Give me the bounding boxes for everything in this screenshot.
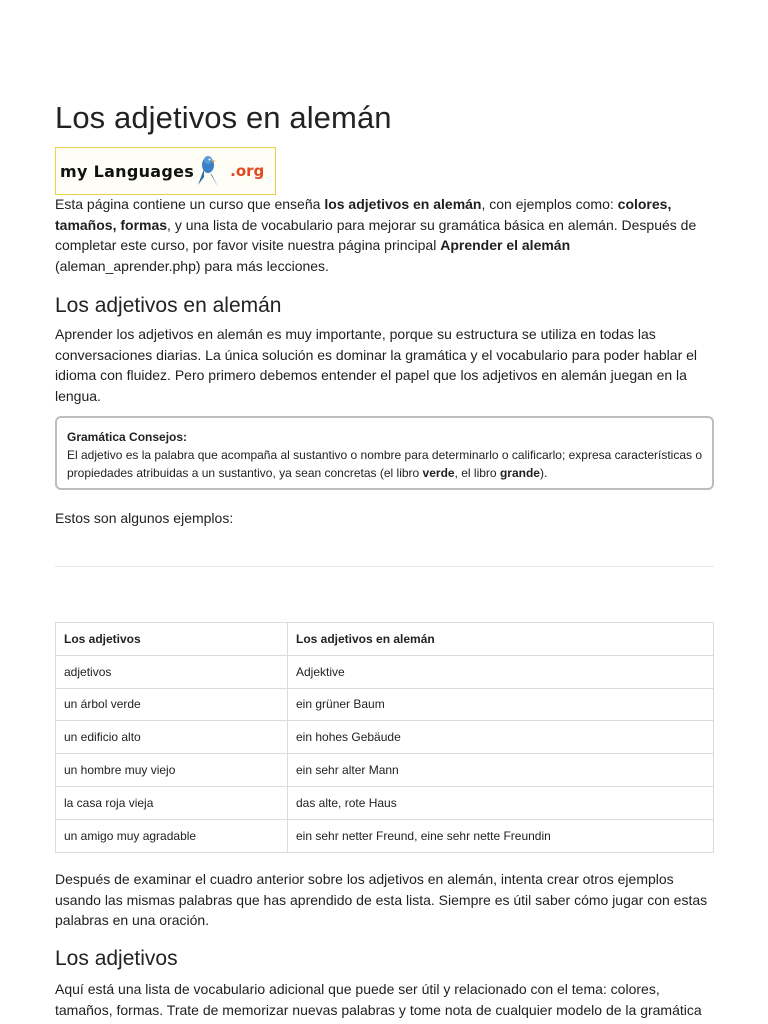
table-cell-german: ein sehr netter Freund, eine sehr nette Freundin <box>288 819 714 852</box>
table-row <box>56 721 714 754</box>
page-title: Los adjetivos en alemán <box>55 100 392 135</box>
table-row <box>56 754 714 787</box>
vocabulary-table <box>55 622 714 853</box>
examples-intro: Estos son algunos ejemplos: <box>55 510 234 526</box>
section-heading: Los adjetivos en alemán <box>55 294 282 317</box>
intro-text: , y una lista de vocabulario para mejorar su gramática básica en alemán. Después de completar este curso, por favor visite nuestra página principal <box>55 216 697 254</box>
table-row <box>56 786 714 819</box>
tip-text: El adjetivo es la palabra que acompaña al sustantivo o nombre para determinarlo o calificarlo; expresa características o propiedades atribuidas a un sustantivo, ya sean concretas (el libro <box>67 448 703 480</box>
section2-paragraph: Aquí está una lista de vocabulario adicional que puede ser útil y relacionado con el tema: colores, tamaños, formas. Trate de memorizar nuevas palabras y tome nota de cualquier modelo de la gramática <box>55 981 702 1018</box>
mylanguages-logo[interactable] <box>55 147 276 195</box>
table-cell-spanish: un hombre muy viejo <box>56 754 288 787</box>
intro-text: Esta página contiene un curso que enseña <box>55 196 325 212</box>
tip-bold: grande <box>499 466 540 480</box>
tip-bold: verde <box>422 466 455 480</box>
table-cell-german: ein grüner Baum <box>288 688 714 721</box>
logo-text: my Languages <box>60 161 195 181</box>
table-cell-spanish: un amigo muy agradable <box>56 819 288 852</box>
after-table-paragraph: Después de examinar el cuadro anterior sobre los adjetivos en alemán, intenta crear otros ejemplos usando las mismas palabras que has aprendido de esta lista. Siempre es útil saber cómo jugar con estas palabras en una oración. <box>55 871 708 929</box>
intro-bold-topic: los adjetivos en alemán <box>324 196 482 212</box>
tip-body <box>67 446 702 482</box>
tip-text: , el libro <box>454 466 500 480</box>
table-row <box>56 819 714 852</box>
intro-bold-examples: colores, tamaños, formas <box>55 196 672 233</box>
intro-text: , con ejemplos como: <box>481 196 618 212</box>
table-cell-spanish: adjetivos <box>56 655 288 688</box>
table-cell-german: ein sehr alter Mann <box>288 754 714 787</box>
table-cell-spanish: un edificio alto <box>56 721 288 754</box>
table-cell-german: das alte, rote Haus <box>288 786 714 819</box>
bird-icon <box>196 151 222 191</box>
table-cell-spanish: la casa roja vieja <box>56 786 288 819</box>
table-header-cell: Los adjetivos en alemán <box>288 623 714 656</box>
intro-text: (aleman_aprender.php) para más lecciones. <box>55 257 329 274</box>
divider <box>55 566 714 567</box>
table-row <box>56 688 714 721</box>
section-paragraph: Aprender los adjetivos en alemán es muy importante, porque su estructura se utiliza en todas las conversaciones diarias. La única solución es dominar la gramática y el vocabulario para poder hablar el idioma con fluidez. Pero primero debemos entender el papel que los adjetivos en alemán juegan en la lengua. <box>55 326 698 404</box>
tip-title: Gramática Consejos: <box>67 430 188 444</box>
logo-suffix: .org <box>230 162 265 180</box>
grammar-tip-box <box>55 416 714 490</box>
table-cell-german: ein hohes Gebäude <box>288 721 714 754</box>
table-cell-spanish: un árbol verde <box>56 688 288 721</box>
table-header-row <box>56 623 714 656</box>
table-row <box>56 655 714 688</box>
table-cell-german: Adjektive <box>288 655 714 688</box>
intro-link-aprender[interactable]: Aprender el alemán <box>440 237 571 254</box>
table-header-cell: Los adjetivos <box>56 623 288 656</box>
tip-text: ). <box>539 466 548 480</box>
intro-paragraph <box>55 194 714 276</box>
section-heading-adjetivos: Los adjetivos <box>55 947 178 970</box>
